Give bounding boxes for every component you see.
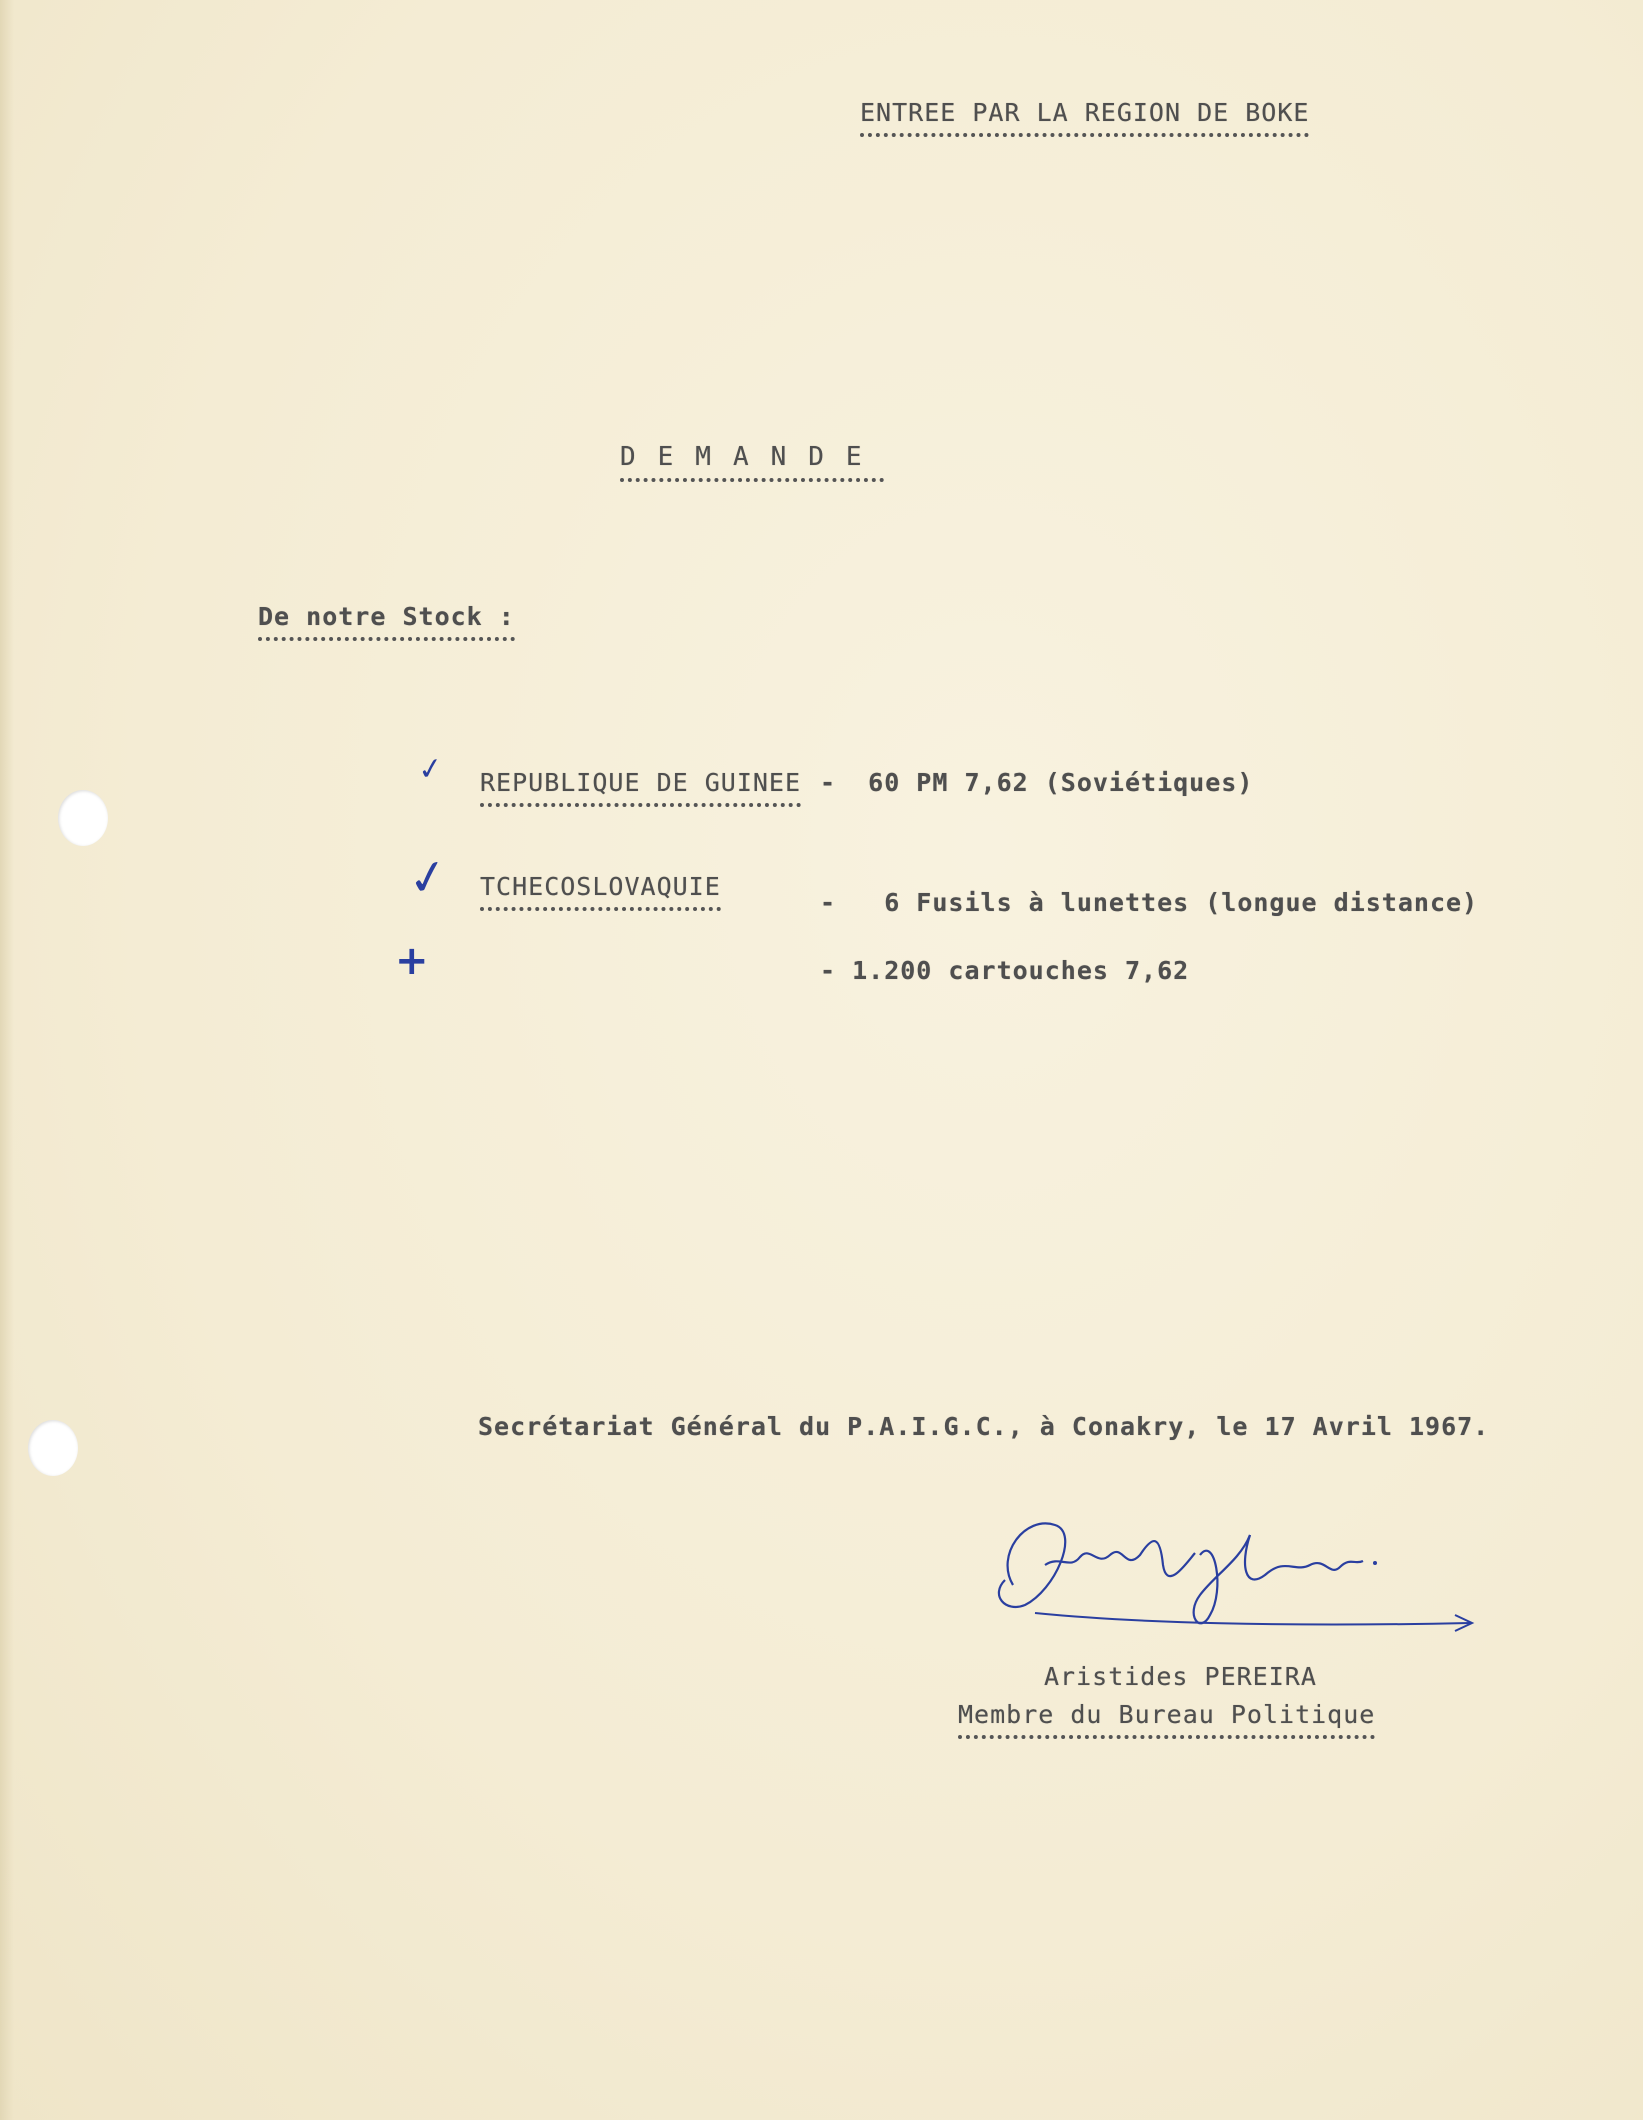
checkmark-1: ✓: [415, 750, 446, 789]
document-title: DEMANDE: [620, 442, 884, 482]
place-and-date: Secrétariat Général du P.A.I.G.C., à Conakry, le 17 Avril 1967.: [478, 1412, 1490, 1441]
item-detail-fusils: - 6 Fusils à lunettes (longue distance): [820, 888, 1479, 917]
punch-hole-top: [58, 790, 108, 846]
signature: [985, 1495, 1485, 1655]
item-source-guinee: REPUBLIQUE DE GUINEE: [480, 768, 801, 807]
cross-mark: +: [395, 938, 429, 984]
signatory-role: Membre du Bureau Politique: [958, 1700, 1375, 1739]
section-label: De notre Stock :: [258, 602, 515, 641]
item-detail-cartouches: - 1.200 cartouches 7,62: [820, 956, 1190, 985]
item-source-tchecoslovaquie: TCHECOSLOVAQUIE: [480, 872, 721, 911]
routing-header: ENTREE PAR LA REGION DE BOKE: [860, 98, 1309, 137]
paper-edge: [0, 0, 14, 2120]
checkmark-2: ✓: [403, 846, 453, 910]
signature-graphic: [985, 1495, 1485, 1655]
punch-hole-bottom: [28, 1420, 78, 1476]
signatory-name: Aristides PEREIRA: [1044, 1662, 1317, 1691]
item-detail-guinee: - 60 PM 7,62 (Soviétiques): [820, 768, 1254, 797]
